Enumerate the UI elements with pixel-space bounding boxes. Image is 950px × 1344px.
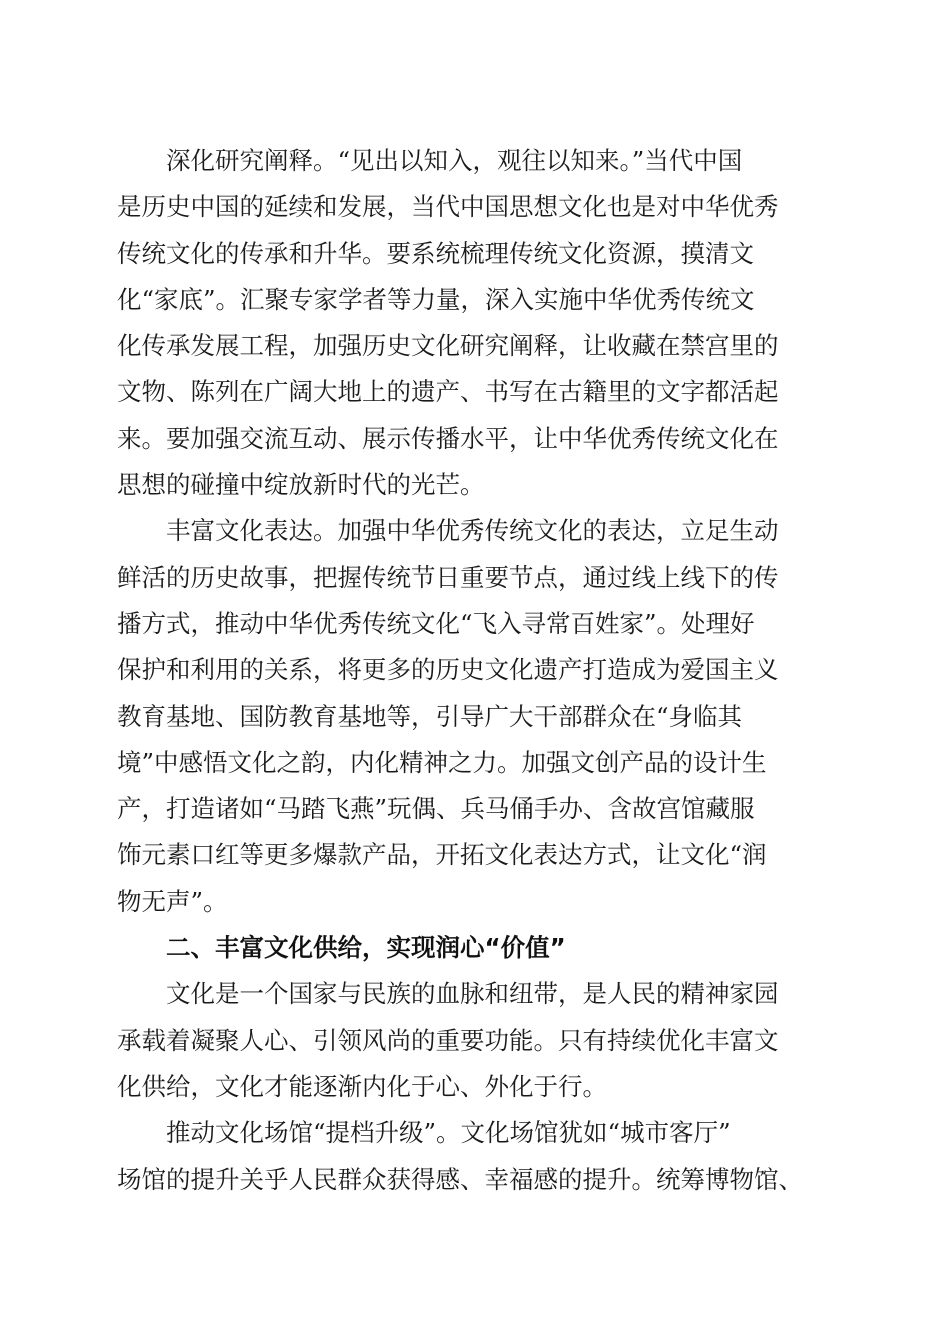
document-body <box>117 138 837 1203</box>
paragraph-cultural-expression: 丰富文化表达。加强中华优秀传统文化的表达，立足生动 鲜活的历史故事，把握传统节日重要节点，通过线上线下的传 播方式，推动中华优秀传统文化“飞入寻常百姓家”。处理好 保护和利用的关系，将更多的历史文化遗产打造成为爱国主义 教育基地、国防教育基地等，引导广大干部群众在“身临其 境”中感悟文化之韵，内化精神之力。加强文创产品的设计生 产，打造诸如“马踏飞燕”玩偶、兵马俑手办、含故宫馆藏服 饰元素口红等更多爆款产品，开拓文化表达方式，让文化“润 物无声”。 <box>117 516 779 916</box>
paragraph-research-interpretation: 深化研究阐释。“见出以知入，观往以知来。”当代中国 是历史中国的延续和发展，当代中国思想文化也是对中华优秀 传统文化的传承和升华。要系统梳理传统文化资源，摸清文 化“家底”。汇聚专家学者等力量，深入实施中华优秀传统文 化传承发展工程，加强历史文化研究阐释，让收藏在禁宫里的 文物、陈列在广阔大地上的遗产、书写在古籍里的文字都活起 来。要加强交流互动、展示传播水平，让中华优秀传统文化在 思想的碰撞中绽放新时代的光芒。 <box>117 146 779 500</box>
section-heading-cultural-supply: 二、丰富文化供给，实现润心“价值” <box>117 933 566 963</box>
paragraph-culture-bloodline: 文化是一个国家与民族的血脉和纽带，是人民的精神家园 承载着凝聚人心、引领风尚的重要功能。只有持续优化丰富文 化供给，文化才能逐渐内化于心、外化于行。 <box>117 979 779 1101</box>
paragraph-venue-upgrade: 推动文化场馆“提档升级”。文化场馆犹如“城市客厅” 场馆的提升关乎人民群众获得感、幸福感的提升。统筹博物馆、 <box>117 1118 803 1194</box>
